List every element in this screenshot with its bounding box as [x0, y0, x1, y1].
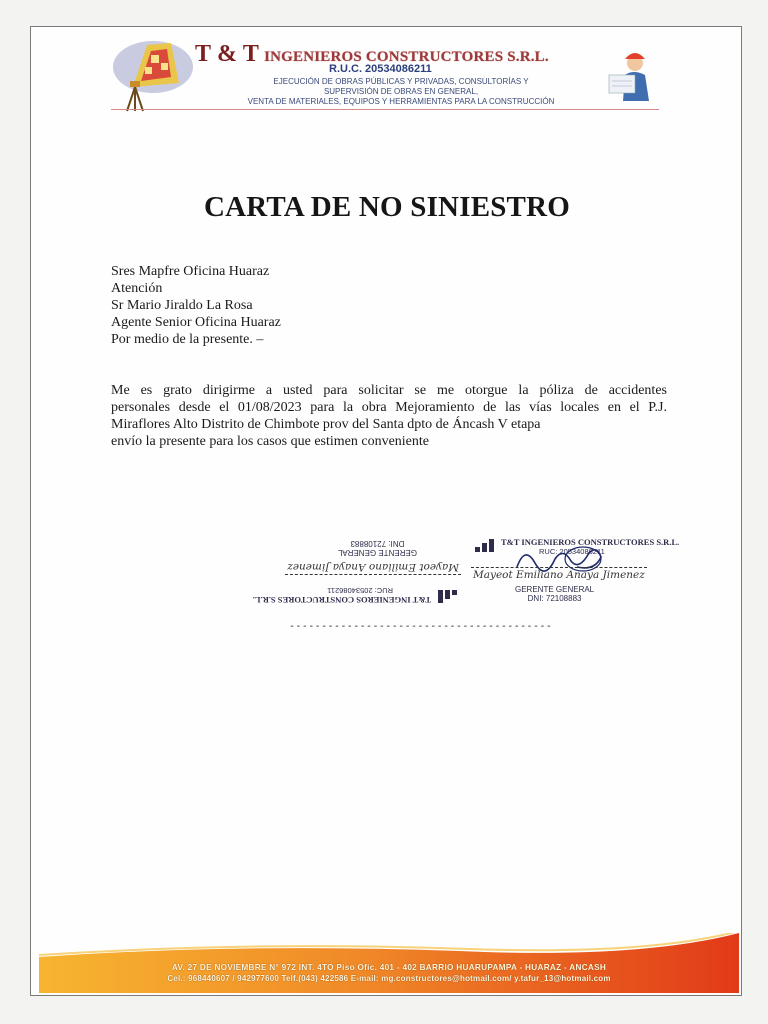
body-line: envío la presente para los casos que estimen conveniente: [111, 434, 429, 449]
body-line: personales desde el 01/08/2023 para la obra Mejoramiento de las vías locales en el P.J.: [111, 400, 667, 415]
stamp-role: GERENTE GENERAL DNI: 72108883: [515, 585, 595, 603]
stamp-logo-icon: [433, 585, 459, 607]
engineer-icon: [603, 41, 663, 103]
company-stamp-signed: [471, 533, 680, 603]
page-title: CARTA DE NO SINIESTRO: [203, 191, 571, 223]
stamp-role: GERENTE GENERAL DNI: 72108883: [337, 539, 417, 557]
letterhead-line-3: VENTA DE MATERIALES, EQUIPOS Y HERRAMIENTAS PARA LA CONSTRUCCIÓN: [247, 97, 555, 106]
stamp-rule: [471, 567, 647, 568]
letter-body: [111, 382, 667, 450]
letterhead-line-2: SUPERVISIÓN DE OBRAS EN GENERAL,: [323, 87, 479, 96]
recipient-line: Sres Mapfre Oficina Huaraz: [111, 264, 270, 279]
footer-address: AV. 27 DE NOVIEMBRE N° 972 INT. 4TO Piso Ofic. 401 - 402 BARRIO HUARUPAMPA - HUARAZ - ANCASH: [171, 963, 607, 972]
stamp-company: T&T INGENIEROS CONSTRUCTORES S.R.L.: [501, 537, 680, 547]
company-ruc: R.U.C. 20534086211: [329, 63, 432, 75]
letter-page: [30, 26, 742, 996]
recipient-block: [111, 263, 281, 348]
footer-contact: Cel.: 968440607 / 942977600 Telf.(043) 422586 E-mail: mg.constructores@hotmail.com/ y.tafur_13@hotmail.com: [167, 974, 611, 983]
company-stamp-inverted: [252, 527, 461, 609]
stamp-rule: [285, 574, 461, 575]
stamp-ruc: RUC: 20534086211: [539, 547, 605, 556]
company-name: T & T INGENIEROS CONSTRUCTORES S.R.L.: [195, 41, 549, 67]
recipient-line: Por medio de la presente. –: [111, 332, 264, 347]
footer: [39, 933, 739, 993]
company-logo-icon: [111, 37, 201, 115]
letterhead-line-1: EJECUCIÓN DE OBRAS PÚBLICAS Y PRIVADAS, CONSULTORÍAS Y: [273, 77, 529, 86]
recipient-line: Sr Mario Jiraldo La Rosa: [111, 298, 253, 313]
stamp-name: Mayeot Emiliano Anaya Jimenez: [287, 561, 459, 573]
letterhead-divider: [111, 109, 659, 110]
stamp-company: T&T INGENIEROS CONSTRUCTORES S.R.L.: [252, 595, 431, 605]
body-line: Me es grato dirigirme a usted para solicitar se me otorgue la póliza de accidentes: [111, 383, 667, 398]
stamp-ruc: RUC: 20534086211: [327, 586, 393, 595]
recipient-line: Agente Senior Oficina Huaraz: [111, 315, 281, 330]
recipient-line: Atención: [111, 281, 163, 296]
signature-line: -----------------------------------------: [289, 621, 553, 632]
stamp-name: Mayeot Emiliano Anaya Jimenez: [473, 569, 645, 581]
stamp-logo-icon: [473, 535, 499, 557]
body-line: Miraflores Alto Distrito de Chimbote prov del Santa dpto de Áncash V etapa: [111, 417, 541, 432]
